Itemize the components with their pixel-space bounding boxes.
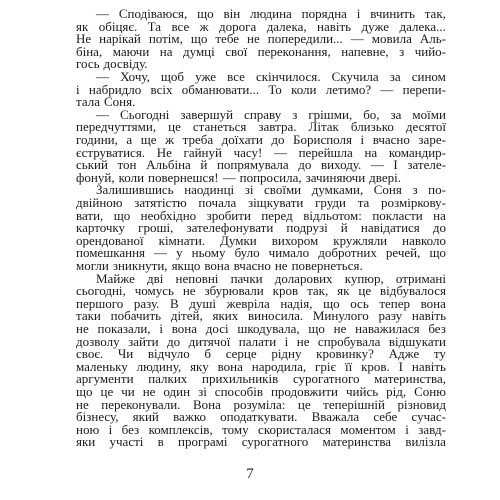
text-line: передчуттями, це станеться завтра. Літак близько десятої [76,119,446,135]
text-line: бізнесу, який важко оподаткувати. Вважала себе сучас- [76,409,446,425]
text-line: гось досвіду. [76,56,148,72]
text-line: дозволу зайти до дитячої палати і не спробувала відшукати [76,333,446,349]
text-line: Залишившись наодинці зі своїми думками, Соня з по- [96,182,446,198]
text-line: сьогодні, чомусь не збурювали кров так, як це відбувалося [76,283,446,299]
text-line: — Хочу, щоб уже все скінчилося. Скучила за сином [96,69,446,84]
text-line: не показали, і вона досі шкодувала, що не наважилася без [76,321,446,336]
text-line: ський тон Альбіна й попрямувала до виходу. — І зателе- [76,157,446,173]
page-number: 7 [246,466,254,482]
text-line: таки побачить дітей, яких виносила. Минулого разу навіть [76,308,446,324]
text-line: першого разу. В душі жеврiла надія, що ось тепер вона [76,295,446,311]
text-line: помешкання — у ньому було чимало добротних речей, що [76,245,446,261]
text-line: карточку гроші, зателефонувати подрузі й навідатися до [76,220,446,236]
text-line: фонуй, коли повернешся! — попросила, зачиняючи двері. [76,169,401,185]
text-line: вати, що необхідно зробити перед відльотом: покласти на [76,207,446,223]
text-line: що це чи не один зі способів продовжити чийсь рід, Соню [76,384,446,399]
text-line: біна, маючи на думці свої переконання, напевне, з чийо- [76,43,446,59]
text-line: — Сподіваюся, що він людина порядна і вчинить так, [96,6,446,21]
text-line: аргументи палких прихильників сурогатного материнства, [76,371,446,387]
text-line: маленьку людину, яку вона народила, гріє її кров. І навіть [76,358,446,374]
text-line: єструватися. Не гайнуй часу! — перейшла на командир- [76,144,446,160]
text-line: яки участі в програмі сурогатного материнства вилізла [76,434,446,450]
text-line: — Сьогодні завершуй справу з грішми, бо, за моїми [96,106,446,122]
text-line: як обіцяє. Та все ж дорога далека, навіть дуже далека... [76,18,446,34]
text-line: орендованої кімнати. Думки вихором кружляли навколо [76,232,446,248]
text-line: Майже дві неповні пачки доларових купюр, отримані [96,270,446,286]
text-line: не переконували. Вона розуміла: це теперішній різновид [76,396,446,412]
text-line: ною і без комплексів, тому скористалася моментом і завд- [76,421,446,437]
text-line: своє. Чи відчуло б серце рідну кровинку? Адже ту [76,346,446,362]
text-line: Не нарікай потім, що тебе не попередили... — мовила Аль- [76,31,446,47]
text-line: тала Соня. [76,94,136,110]
text-line: могли зникнути, якщо вона вчасно не повернеться. [76,258,363,273]
text-line: і набридло всіх обманювати... То коли летимо? — перепи- [76,81,446,97]
text-line: двійною затятістю почала зіщкувати груди та розміркову- [76,195,446,210]
text-line: години, а ще ж треба доїхати до Борисполя і вчасно заре- [76,132,446,147]
